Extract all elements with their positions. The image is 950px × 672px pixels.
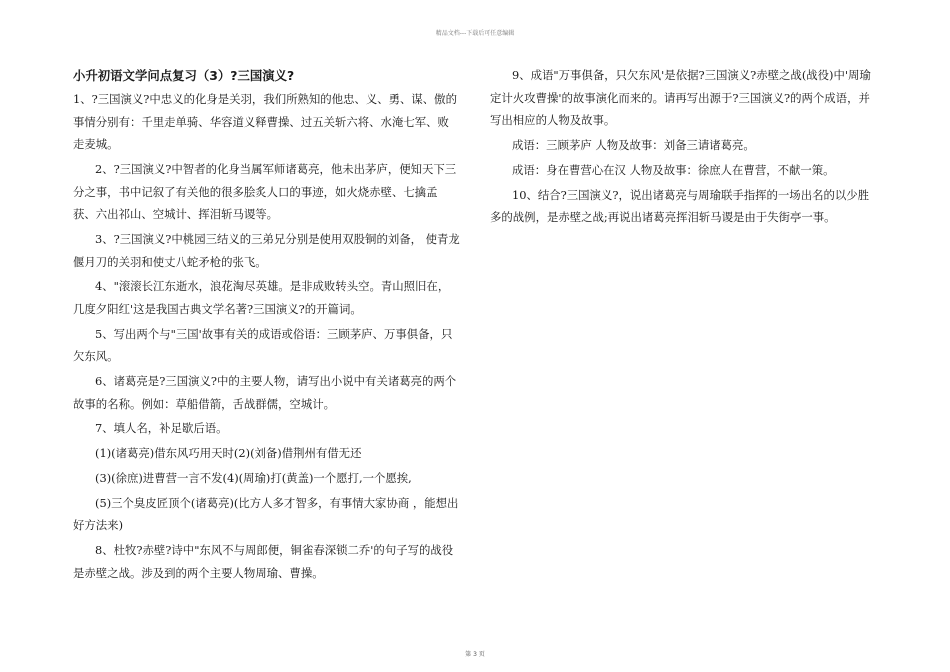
left-column [73, 64, 460, 584]
idiom-answer-1: 成语：三顾茅庐 人物及故事：刘备三请诸葛亮。 [512, 137, 755, 152]
paragraph-6: 6、诸葛亮是?三国演义?中的主要人物，请写出小说中有关诸葛亮的两个故事的名称。例如：草船借箭，舌战群儒，空城计。 [73, 374, 457, 411]
paragraph-8: 8、杜牧?赤壁?诗中"东风不与周郎便，铜雀春深锁二乔'的句子写的战役是赤壁之战。涉及到的两个主要人物周瑜、曹操。 [73, 543, 454, 580]
fill-in-line-3: (5)三个臭皮匠顶个(诸葛亮)(比方人多才智多，有事情大家协商 ，能想出好方法来) [73, 495, 459, 533]
page-number: 第 3 页 [465, 651, 485, 658]
paragraph-10: 10、结合?三国演义?，说出诸葛亮与周瑜联手指挥的一场出名的以少胜多的战例，是赤壁之战;再说出诸葛亮挥泪斩马谡是由于失街亭一事。 [490, 187, 870, 225]
fill-in-line-1: (1)(诸葛亮)借东风巧用天时(2)(刘备)借荆州有借无还 [95, 446, 362, 461]
fill-in-line-2: (3)(徐庶)进曹营一言不发(4)(周瑜)打(黄盖)一个愿打,一个愿挨, [95, 471, 412, 485]
document-title: 小升初语文学问点复习（3）?三国演义? [73, 68, 295, 83]
page-header: 精品文档---下载后可任意编辑 [435, 30, 515, 37]
paragraph-2: 2、?三国演义?中智者的化身当属军师诸葛亮，他未出茅庐，便知天下三分之事，书中记叙了有关他的很多脍炙人口的事迹，如火烧赤壁、七擒孟获、六出祁山、空城计、挥泪斩马谡等。 [73, 161, 457, 222]
right-column [490, 64, 877, 229]
paragraph-5: 5、写出两个与"三国'故事有关的成语或俗语：三顾茅庐、万事俱备，只欠东风。 [73, 326, 453, 364]
paragraph-7: 7、填人名，补足歇后语。 [95, 421, 228, 436]
idiom-answer-2: 成语：身在曹营心在汉 人物及故事：徐庶人在曹营，不献一策。 [512, 162, 835, 177]
paragraph-1: 1、?三国演义?中忠义的化身是关羽，我们所熟知的他忠、义、勇、谋、傲的事情分别有：千里走单骑、华容道义释曹操、过五关斩六将、水淹七军、败走麦城。 [73, 92, 457, 152]
paragraph-9: 9、成语"万事俱备，只欠东风'是依据?三国演义?赤壁之战(战役)中'周瑜定计火攻曹操'的故事演化而来的。请再写出源于?三国演义?的两个成语，并写出相应的人物及故事。 [490, 68, 871, 128]
paragraph-3: 3、?三国演义?中桃园三结义的三弟兄分别是使用双股铜的刘备， 使青龙偃月刀的关羽和使丈八蛇矛枪的张飞。 [73, 231, 460, 269]
paragraph-4: 4、"滚滚长江东逝水，浪花淘尽英雄。是非成败转头空。青山照旧在，几度夕阳红'这是我国古典文学名著?三国演义?的开篇词。 [73, 279, 450, 316]
